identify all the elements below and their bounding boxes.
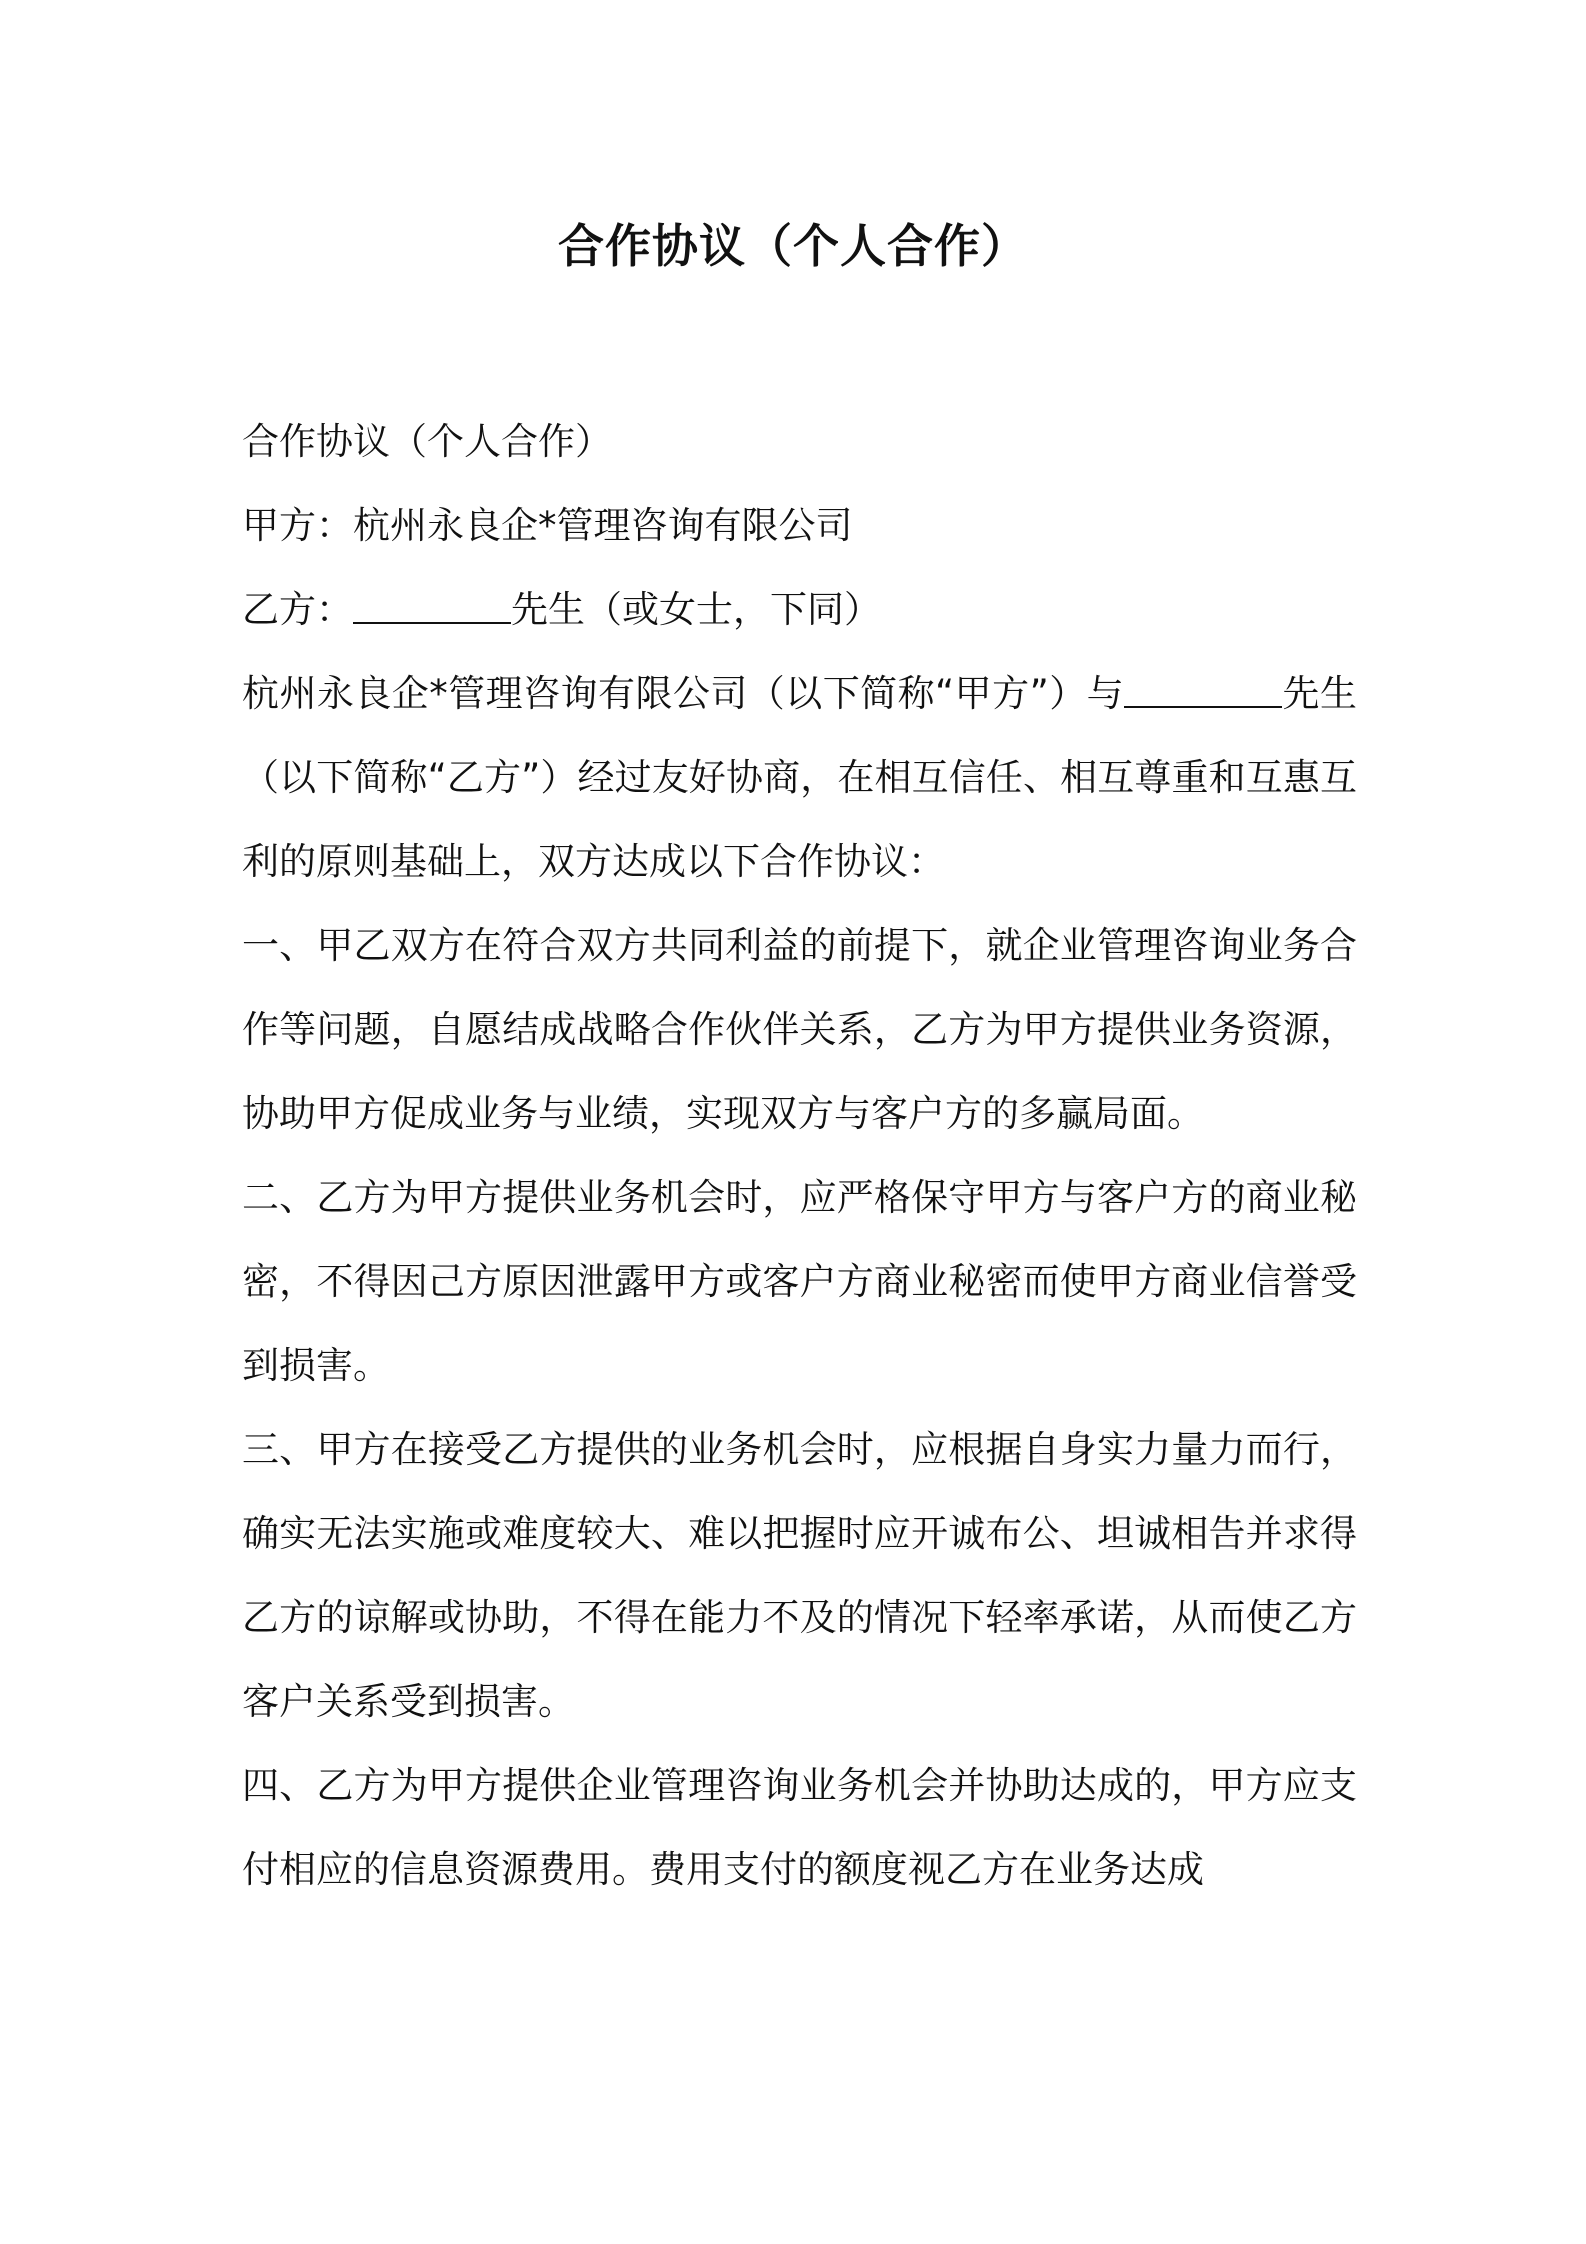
party-a-line: [242, 484, 1357, 568]
party-b-name-blank: [353, 582, 511, 624]
clause-3: 三、甲方在接受乙方提供的业务机会时，应根据自身实力量力而行，确实无法实施或难度较大、难以把握时应开诚布公、坦诚相告并求得乙方的谅解或协助，不得在能力不及的情况下轻率承诺，从而使乙方客户关系受到损害。: [242, 1428, 1357, 1723]
subtitle: 合作协议（个人合作）: [242, 420, 612, 463]
intro-name-blank: [1124, 666, 1282, 708]
party-b-suffix: 先生（或女士，下同）: [511, 588, 881, 631]
clause-2: 二、乙方为甲方提供业务机会时，应严格保守甲方与客户方的商业秘密，不得因己方原因泄露甲方或客户方商业秘密而使甲方商业信誉受到损害。: [242, 1176, 1357, 1387]
party-b-line: [242, 568, 1357, 652]
intro-part2: 先生（以下简称“乙方”）经过友好协商，在相互信任、相互尊重和互惠互利的原则基础上，双方达成以下合作协议：: [242, 672, 1357, 883]
intro-part1: 杭州永良企*管理咨询有限公司（以下简称“甲方”）与: [242, 672, 1125, 715]
document-title: 合作协议（个人合作）: [558, 219, 1028, 273]
party-a-label: 甲方：: [242, 504, 353, 547]
party-a-name: 杭州永良企*管理咨询有限公司: [353, 504, 853, 547]
party-b-label: 乙方：: [242, 588, 353, 631]
intro-paragraph: [242, 652, 1357, 904]
document-body: [242, 400, 1357, 1912]
clause-1: 一、甲乙双方在符合双方共同利益的前提下，就企业管理咨询业务合作等问题，自愿结成战略合作伙伴关系，乙方为甲方提供业务资源，协助甲方促成业务与业绩，实现双方与客户方的多赢局面。: [242, 924, 1357, 1135]
clause-4: 四、乙方为甲方提供企业管理咨询业务机会并协助达成的，甲方应支付相应的信息资源费用。费用支付的额度视乙方在业务达成: [242, 1764, 1357, 1891]
